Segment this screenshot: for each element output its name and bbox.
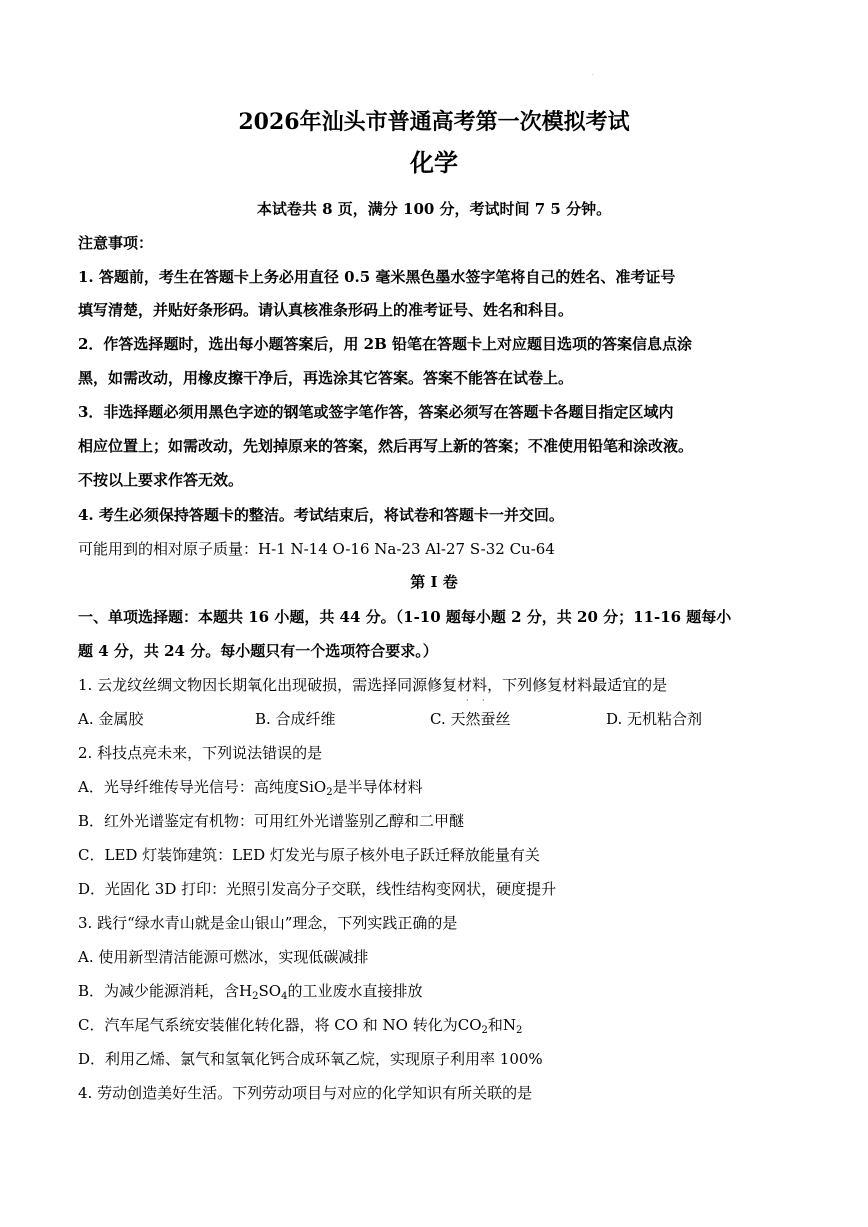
option-b: B．红外光谱鉴定有机物：可用红外光谱鉴别乙醇和二甲醚 bbox=[78, 812, 465, 830]
question-stem: 1. 云龙纹丝绸文物因长期氧化出现破损，需选择同源修复材料，下列修复材料最适宜的是 bbox=[78, 676, 668, 694]
option-text: 和N bbox=[487, 1016, 517, 1034]
notice-line: 1. 答题前，考生在答题卡上务必用直径 0.5 毫米黑色墨水签字笔将自己的姓名、准考证号 bbox=[78, 268, 676, 286]
option-c: C. 天然蚕丝 bbox=[430, 710, 511, 728]
notice-line: 4. 考生必须保持答题卡的整洁。考试结束后，将试卷和答题卡一并交回。 bbox=[78, 506, 564, 524]
option-a bbox=[78, 777, 423, 803]
section-intro: 一、单项选择题：本题共 16 小题，共 44 分。（1-10 题每小题 2 分，共 20 分；11-16 题每小 bbox=[78, 608, 732, 626]
option-b bbox=[78, 981, 422, 1007]
section-label: 第 I 卷 bbox=[410, 573, 458, 591]
notice-line: 3．非选择题必须用黑色字迹的钢笔或签字笔作答，答案必须写在答题卡各题目指定区域内 bbox=[78, 403, 674, 421]
section-intro: 题 4 分，共 24 分。每小题只有一个选项符合要求。） bbox=[78, 642, 438, 660]
option-d: D．利用乙烯、氯气和氢氧化钙合成环氧乙烷，实现原子利用率 100% bbox=[78, 1050, 543, 1068]
option-a: A. 金属胶 bbox=[78, 710, 144, 728]
subscript: 4 bbox=[281, 991, 288, 1002]
subscript: 2 bbox=[516, 1025, 523, 1036]
option-b: B. 合成纤维 bbox=[255, 710, 336, 728]
atomic-masses: 可能用到的相对原子质量：H-1 N-14 O-16 Na-23 Al-27 S-32 Cu-64 bbox=[78, 540, 555, 558]
notice-line: 黑，如需改动，用橡皮擦干净后，再选涂其它答案。答案不能答在试卷上。 bbox=[78, 369, 574, 387]
notice-line: 不按以上要求作答无效。 bbox=[78, 471, 244, 489]
notice-line: 2．作答选择题时，选出每小题答案后，用 2B 铅笔在答题卡上对应题目选项的答案信息点涂 bbox=[78, 335, 693, 353]
question-stem: 3. 践行“绿水青山就是金山银山”理念，下列实践正确的是 bbox=[78, 914, 458, 932]
option-text: 的工业废水直接排放 bbox=[287, 982, 423, 1000]
question-stem: 4. 劳动创造美好生活。下列劳动项目与对应的化学知识有所关联的是 bbox=[78, 1084, 533, 1102]
subject-title: 化学 bbox=[410, 148, 458, 177]
emphasis-dot: · bbox=[466, 696, 469, 705]
scan-dot: · bbox=[592, 72, 594, 79]
subscript: 2 bbox=[252, 991, 259, 1002]
option-d: D. 无机粘合剂 bbox=[606, 710, 703, 728]
notice-line: 填写清楚，并贴好条形码。请认真核准条形码上的准考证号、姓名和科目。 bbox=[78, 301, 574, 319]
option-text: A．光导纤维传导光信号：高纯度SiO bbox=[78, 778, 327, 796]
subscript: 2 bbox=[481, 1025, 488, 1036]
notice-line: 相应位置上；如需改动，先划掉原来的答案，然后再写上新的答案；不准使用铅笔和涂改液。 bbox=[78, 437, 694, 455]
notice-heading: 注意事项： bbox=[78, 234, 154, 252]
option-a: A. 使用新型清洁能源可燃冰，实现低碳减排 bbox=[78, 948, 369, 966]
option-text: SO bbox=[258, 982, 282, 1000]
exam-title: 2026年汕头市普通高考第一次模拟考试 bbox=[238, 109, 630, 135]
option-c: C．LED 灯装饰建筑：LED 灯发光与原子核外电子跃迁释放能量有关 bbox=[78, 846, 540, 864]
option-text: B．为减少能源消耗，含H bbox=[78, 982, 253, 1000]
option-text: C．汽车尾气系统安装催化转化器，将 CO 和 NO 转化为CO bbox=[78, 1016, 482, 1034]
option-text: 是半导体材料 bbox=[332, 778, 423, 796]
option-c bbox=[78, 1015, 522, 1041]
question-stem: 2. 科技点亮未来，下列说法错误的是 bbox=[78, 744, 323, 762]
option-d: D．光固化 3D 打印：光照引发高分子交联，线性结构变网状，硬度提升 bbox=[78, 880, 557, 898]
emphasis-dot: · bbox=[482, 696, 485, 705]
subscript: 2 bbox=[326, 787, 333, 798]
exam-info: 本试卷共 8 页，满分 100 分，考试时间 7 5 分钟。 bbox=[256, 200, 612, 218]
